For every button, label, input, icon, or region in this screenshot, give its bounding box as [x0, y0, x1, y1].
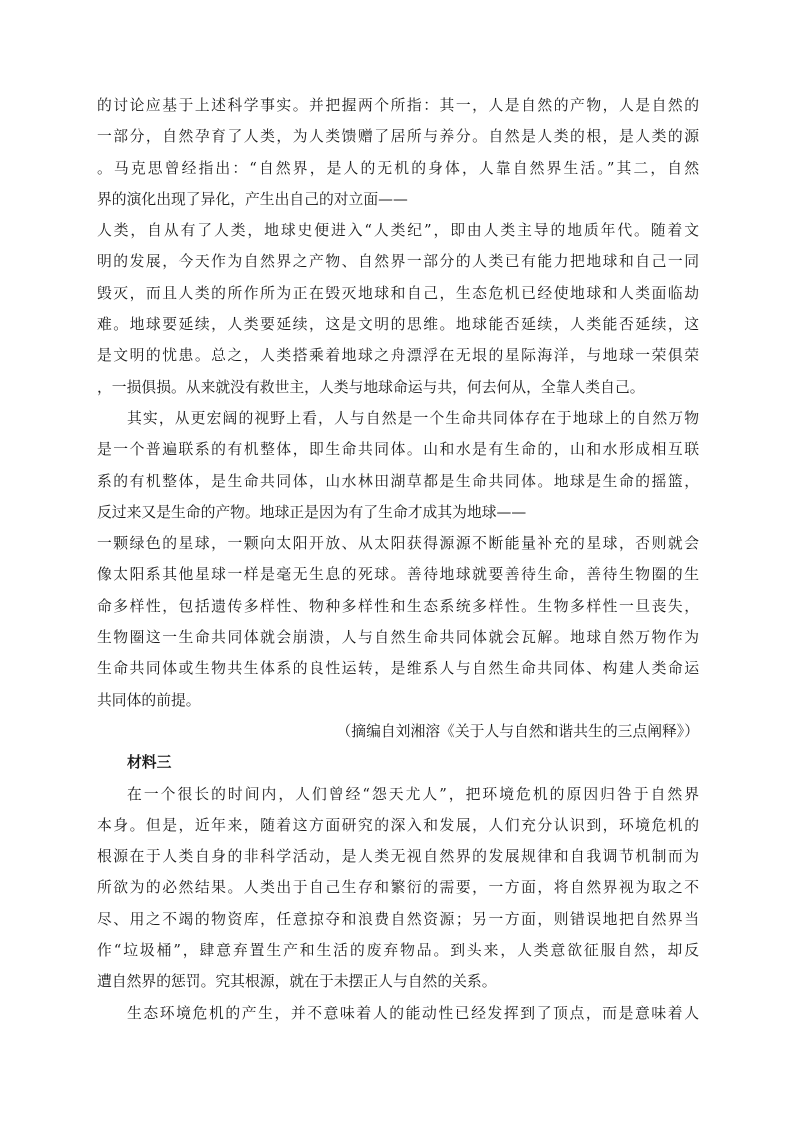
text-line: 共同体的前提。: [97, 691, 201, 709]
text-line: 明的发展，今天作为自然界之产物、自然界一部分的人类已有能力把地球和自己一同: [97, 253, 699, 271]
source-citation: （摘编自刘湘溶《关于人与自然和谐共生的三点阐释》）: [336, 722, 699, 740]
text-line: 的讨论应基于上述科学事实。并把握两个所指：其一，人是自然的产物，人是自然的: [97, 97, 699, 114]
text-line: 难。地球要延续，人类要延续，这是文明的思维。地球能否延续，人类能否延续，这: [97, 316, 699, 334]
text-line: 所欲为的必然结果。人类出于自己生存和繁衍的需要，一方面，将自然界视为取之不: [97, 879, 699, 897]
text-line: 是文明的忧患。总之，人类搭乘着地球之舟漂浮在无垠的星际海洋，与地球一荣俱荣: [97, 347, 699, 365]
text-line: 生物圈这一生命共同体就会崩溃，人与自然生命共同体就会瓦解。地球自然万物作为: [97, 629, 699, 647]
document-body: [97, 90, 699, 1029]
text-line: 人类，自从有了人类，地球史便进入“人类纪”，即由人类主导的地质年代。随着文: [97, 222, 699, 240]
text-line: 界的演化出现了异化，产生出自己的对立面——: [97, 190, 408, 208]
text-line: 毁灭，而且人类的所作所为正在毁灭地球和自己，生态危机已经使地球和人类面临劫: [97, 284, 699, 302]
text-line: 生命共同体或生物共生体系的良性运转，是维系人与自然生命共同体、构建人类命运: [97, 660, 699, 678]
text-line: 是一个普遍联系的有机整体，即生命共同体。山和水是有生命的，山和水形成相互联: [97, 441, 699, 459]
text-line: 尽、用之不竭的物资库，任意掠夺和浪费自然资源；另一方面，则错误地把自然界当: [97, 910, 699, 928]
text-line: 一部分，自然孕育了人类，为人类馈赠了居所与养分。自然是人类的根，是人类的源: [97, 128, 699, 146]
text-line: 系的有机整体，是生命共同体，山水林田湖草都是生命共同体。地球是生命的摇篮，: [97, 472, 699, 490]
text-line: ，一损俱损。从来就没有救世主，人类与地球命运与共，何去何从，全靠人类自己。: [97, 378, 645, 396]
text-line: 像太阳系其他星球一样是毫无生息的死球。善待地球就要善待生命，善待生物圈的生: [97, 566, 699, 584]
text-line: 遭自然界的惩罚。究其根源，就在于未摆正人与自然的关系。: [97, 973, 497, 991]
section-heading: 材料三: [127, 754, 172, 772]
text-line: 根源在于人类自身的非科学活动，是人类无视自然界的发展规律和自我调节机制而为: [97, 848, 699, 866]
text-line: 一颗绿色的星球，一颗向太阳开放、从太阳获得源源不断能量补充的星球，否则就会: [97, 535, 699, 553]
text-line: 反过来又是生命的产物。地球正是因为有了生命才成其为地球——: [97, 503, 527, 521]
paragraph-first-line: 其实，从更宏阔的视野上看，人与自然是一个生命共同体存在于地球上的自然万物: [127, 409, 699, 427]
text-line: 命多样性，包括遗传多样性、物种多样性和生态系统多样性。生物多样性一旦丧失，: [97, 597, 699, 615]
paragraph-first-line: 在一个很长的时间内，人们曾经“怨天尤人”，把环境危机的原因归咎于自然界: [127, 785, 699, 803]
text-line: 本身。但是，近年来，随着这方面研究的深入和发展，人们充分认识到，环境危机的: [97, 816, 699, 834]
text-line: 。马克思曾经指出：“自然界，是人的无机的身体，人靠自然界生活。”其二，自然: [97, 159, 699, 177]
text-line: 作“垃圾桶”，肆意弃置生产和生活的废弃物品。到头来，人类意欲征服自然，却反: [97, 942, 699, 960]
paragraph-first-line: 生态环境危机的产生，并不意味着人的能动性已经发挥到了顶点，而是意味着人: [127, 1004, 699, 1022]
